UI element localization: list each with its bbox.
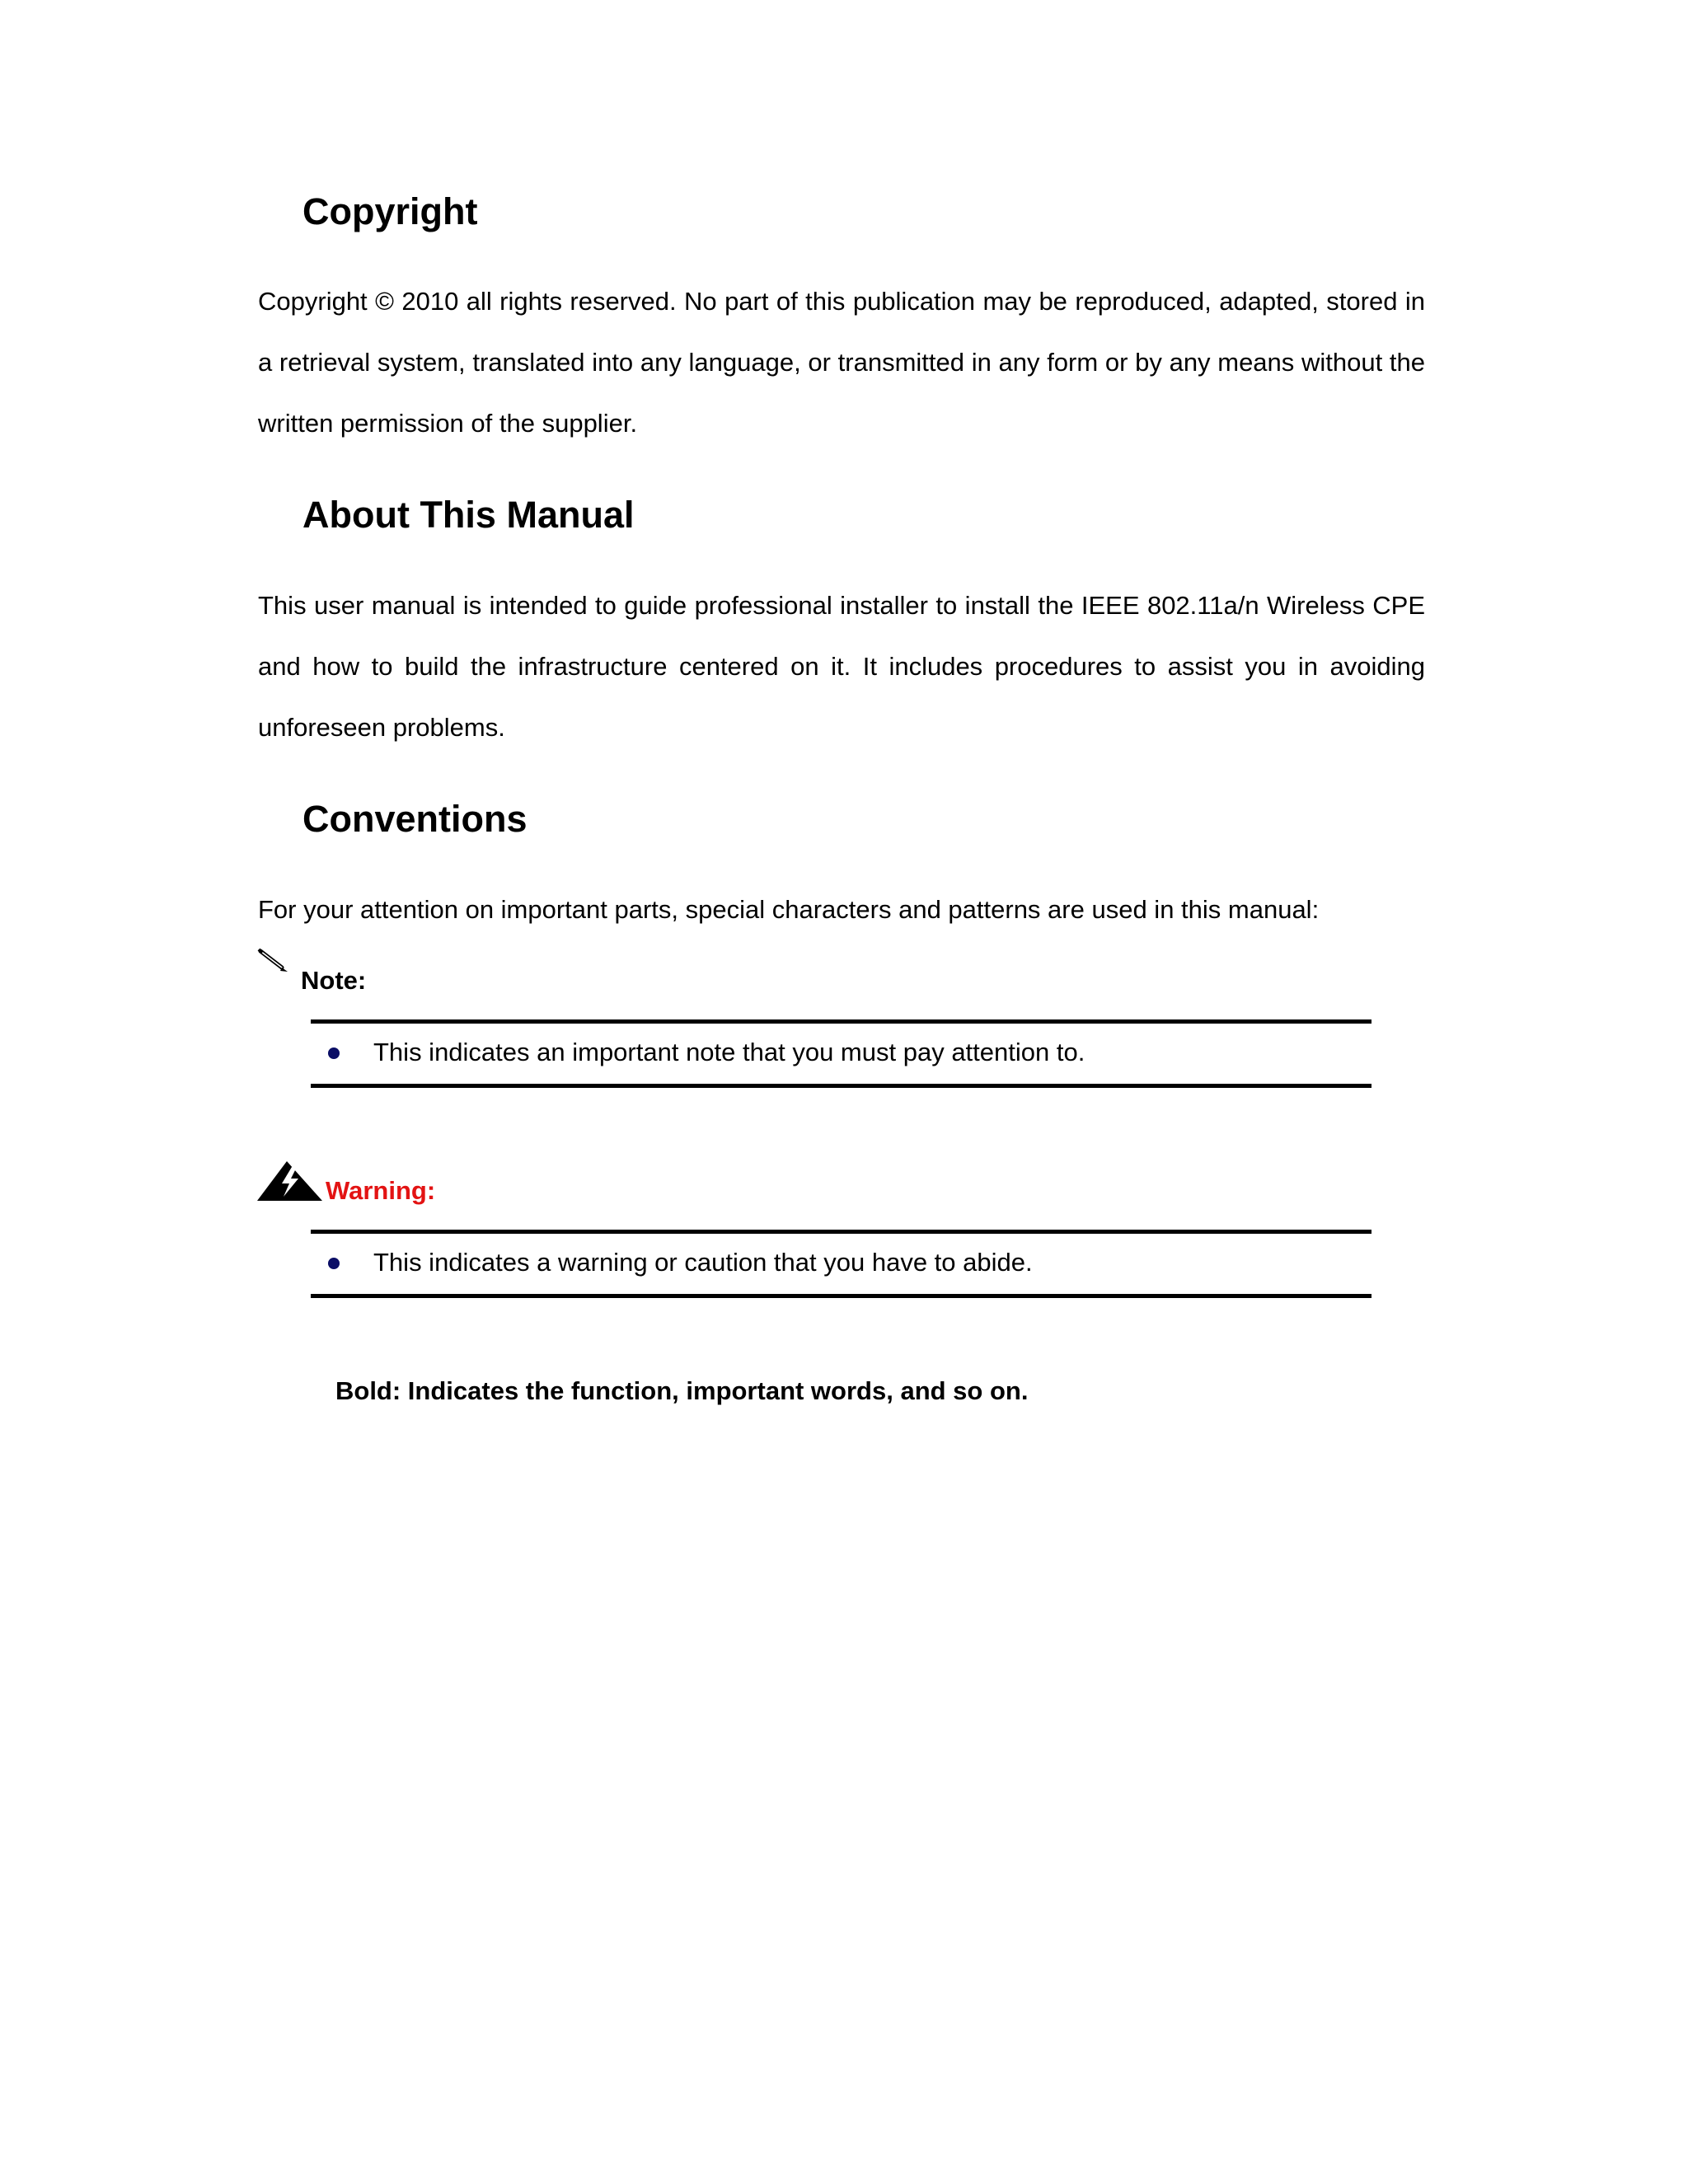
warning-triangle-icon bbox=[257, 1160, 323, 1202]
bullet-icon bbox=[328, 1047, 340, 1059]
warning-label: Warning: bbox=[326, 1176, 436, 1205]
note-top-rule bbox=[311, 1019, 1372, 1024]
bullet-icon bbox=[328, 1258, 340, 1269]
note-item bbox=[311, 1038, 1372, 1071]
note-item-text: This indicates an important note that you must pay attention to. bbox=[373, 1038, 1085, 1066]
bold-convention-line: Bold: Indicates the function, important words, and so on. bbox=[335, 1376, 1029, 1405]
note-bottom-rule bbox=[311, 1084, 1372, 1088]
copyright-paragraph: Copyright © 2010 all rights reserved. No part of this publication may be reproduced, adapted, stored in a retrieval system, translated into any language, or transmitted in any form or by any means without the written permission of the supplier. bbox=[258, 287, 1425, 438]
warning-item bbox=[311, 1248, 1372, 1281]
warning-item-text: This indicates a warning or caution that you have to abide. bbox=[373, 1248, 1033, 1277]
about-heading: About This Manual bbox=[302, 494, 635, 536]
about-paragraph: This user manual is intended to guide professional installer to install the IEEE 802.11a/n Wireless CPE and how to build the infrastructure centered on it. It includes procedures to assist you in avoiding unforeseen problems. bbox=[258, 591, 1425, 742]
note-label: Note: bbox=[301, 966, 367, 995]
pencil-icon bbox=[257, 946, 290, 974]
warning-top-rule bbox=[311, 1230, 1372, 1234]
copyright-heading: Copyright bbox=[302, 190, 478, 232]
warning-bottom-rule bbox=[311, 1294, 1372, 1298]
conventions-intro: For your attention on important parts, special characters and patterns are used in this manual: bbox=[258, 895, 1320, 924]
conventions-heading: Conventions bbox=[302, 798, 528, 840]
